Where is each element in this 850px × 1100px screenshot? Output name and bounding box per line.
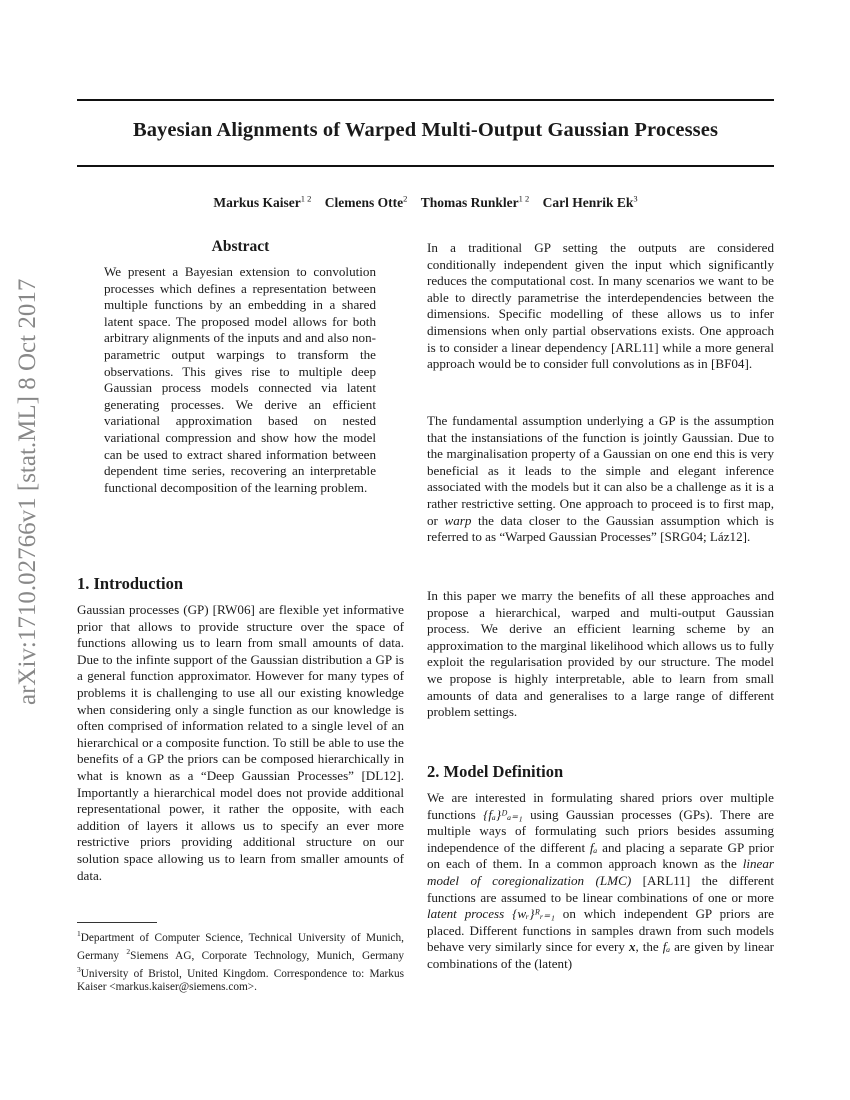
author-affiliation: 1 2 [518,193,530,203]
intro-paragraph-2: In a traditional GP setting the outputs are considered conditionally independent given the input which significantly reduces the computational cost. In many scenarios we want to be able to directly parametrise the interdependencies between the dimensions. Specific modelling of these allows us to infer dimensions when only partial observations exists. One approach is to consider a linear dependency [ARL11] while a more general approach would be to consider full convolutions as in [BF04]. [427,240,774,372]
paragraph-text: , the [635,939,663,955]
author-name: Thomas Runkler [420,194,519,210]
author-name: Markus Kaiser [213,194,301,210]
author [325,195,408,210]
intro-paragraph-3 [427,413,774,546]
author-name: Carl Henrik Ek [542,194,634,210]
paragraph-text: We are interested in formulating shared priors over multiple functions [427,790,774,822]
abstract-heading: Abstract [211,238,270,255]
model-paragraph-1 [427,790,774,973]
paragraph-text: on which independent GP priors are placed. Different functions in samples drawn from such models behave very similarly since for every [427,906,774,955]
author [543,195,638,210]
title-bottom-rule [77,165,774,167]
footnote-text: Department of Computer Science, Technical University of Munich, Germany [77,931,404,962]
emphasis-text: warp [444,512,472,528]
author-affiliation: 1 2 [300,193,312,203]
footnote-text: Siemens AG, Corporate Technology, Munich, Germany [130,949,404,962]
author [421,195,530,210]
paragraph-text: The fundamental assumption underlying a GP is the assumption that the instansiations of the function is jointly Gaussian. Due to the marginalisation property of a Gaussian on one end this is very beneficial as it leads to the simple and elegant inference associated with the models but it can also be a challenge as it is a rather restrictive setting. One approach to proceed is to first map, or [427,413,774,528]
math-expression: fₐ [662,939,671,955]
paper-title: Bayesian Alignments of Warped Multi-Output Gaussian Processes [132,119,719,141]
section-heading-model-definition: 2. Model Definition [427,762,564,781]
title-top-rule [77,99,774,101]
math-expression: {wᵣ}ᴿᵣ₌₁ [504,906,555,922]
footnote-marker: 3 [77,964,81,974]
author-list [77,193,774,211]
author [213,195,311,210]
author-name: Clemens Otte [324,194,404,210]
emphasis-text: latent process [427,906,505,922]
paragraph-text: [ARL11] the different functions are assumed to be linear combinations of one or more [427,872,774,905]
paragraph-text: the data closer to the Gaussian assumption which is referred to as “Warped Gaussian Processes” [SRG04; Láz12]. [427,512,774,545]
intro-paragraph-4: In this paper we marry the benefits of all these approaches and propose a hierarchical, warped and multi-output Gaussian process. We derive an efficient learning scheme by an approximation to the marginal likelihood which allows us to fully exploit the regularisation provided by our structure. The model we propose is highly interpretable, able to learn from small amounts of data and generalises to a large range of different problem settings. [427,588,774,720]
footnote-rule [77,922,157,923]
footnote-marker: 1 [77,929,81,938]
affiliation-footnote [77,927,404,994]
math-expression: fₐ [589,839,598,855]
intro-paragraph-1: Gaussian processes (GP) [RW06] are flexible yet informative prior that allows to provide structure over the space of functions allowing us to learn from small amounts of data. Due to the infinte support of the Gaussian distribution a GP is a general function approximator. However for many types of problems it is challenging to use all our existing knowledge when considering only a single function as our knowledge is often comprised of information related to a single level of an hierarchical or a composite function. To still be able to use the benefits of a GP the priors can be composed hierarchically in what is known as a “Deep Gaussian Processes” [DL12]. Importantly a hierarchical model does not provide additional representational power, it rather the opposite, with each addition of layers it allows us to specify an ever more restrictive priors providing additional structure on our solution space allowing us to learn from smaller amounts of data. [77,602,404,883]
paragraph-text: are given by linear combinations of the (latent) [427,939,774,971]
math-expression: x [628,939,636,955]
paragraph-text: and placing a separate GP prior on each of them. In a common approach known as the [427,839,774,872]
author-affiliation: 3 [633,193,638,203]
footnote-marker: 2 [126,946,131,956]
author-affiliation: 2 [403,193,408,203]
math-expression: {fₐ}ᴰₐ₌₁ [483,806,523,822]
abstract-text: We present a Bayesian extension to convolution processes which defines a representation between multiple functions by an embedding in a shared latent space. The proposed model allows for both arbitrary alignments of the inputs and and also non-parametric output warpings to transform the observations. This gives rise to multiple deep Gaussian process models connected via latent generating processes. We derive an efficient variational approximation based on nested variational compression and show how the model can be used to extract shared information between dependent time series, recovering an interpretable functional decomposition of the learning problem. [104,264,376,495]
arxiv-stamp: arXiv:1710.02766v1 [stat.ML] 8 Oct 2017 [14,278,41,705]
section-heading-introduction: 1. Introduction [77,574,184,593]
paragraph-text: using Gaussian processes (GPs). There are multiple ways of formulating such priors besides assuming independence of the different [427,806,774,855]
footnote-text: University of Bristol, United Kingdom. Correspondence to: Markus Kaiser <markus.kaiser@siemens.com>. [77,967,404,994]
emphasis-text: linear model of coregionalization (LMC) [427,856,774,888]
